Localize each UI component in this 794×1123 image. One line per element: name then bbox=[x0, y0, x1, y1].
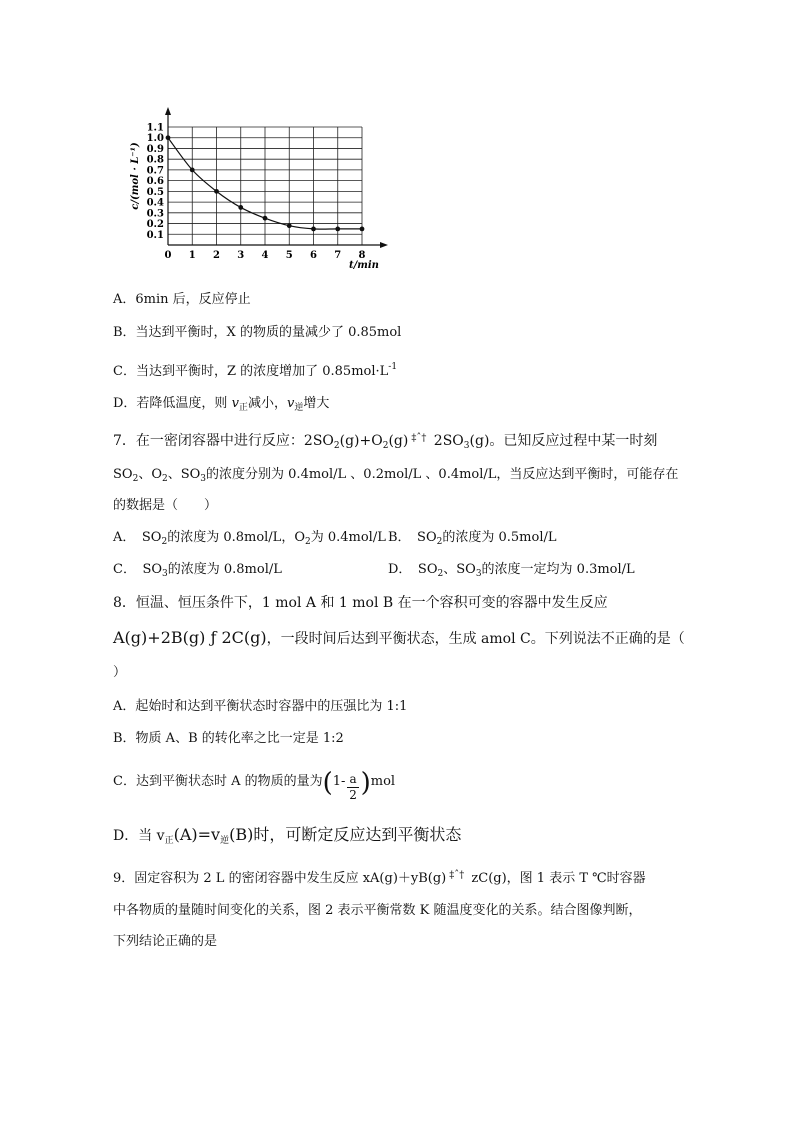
q7-a-c: 为 0.4mol/L bbox=[310, 530, 386, 545]
right-paren: ) bbox=[360, 768, 371, 798]
q6-d-end: 增大 bbox=[303, 396, 330, 411]
q7-l2b: 、O bbox=[138, 467, 162, 482]
q8-d-s1: 正 bbox=[164, 836, 174, 846]
q7-l2s1: 2 bbox=[132, 474, 139, 484]
q7-c-a: C． SO bbox=[113, 562, 163, 577]
q6-c-text: C．当达到平衡时，Z 的浓度增加了 0.85mol·L bbox=[113, 364, 389, 379]
data-point bbox=[263, 216, 268, 221]
left-paren: ( bbox=[322, 768, 333, 798]
data-point bbox=[360, 227, 365, 232]
y-tick-label: 1.0 bbox=[146, 133, 164, 145]
chart-axes bbox=[165, 107, 388, 248]
q9-l1a: 9．固定容积为 2 L 的密闭容器中发生反应 xA(g)＋yB(g) bbox=[113, 871, 447, 886]
q6-option-d bbox=[113, 395, 329, 417]
concentration-time-chart bbox=[0, 0, 794, 300]
q8-close-paren: ） bbox=[113, 665, 127, 680]
x-tick-label: 0 bbox=[164, 250, 172, 261]
q7-sub2: 2 bbox=[382, 441, 389, 451]
q7-line2 bbox=[113, 466, 678, 488]
q8-c-pre: C．达到平衡状态时 A 的物质的量为 bbox=[113, 774, 323, 789]
q7-l2d: 的浓度分别为 0.4mol/L 、0.2mol/L 、0.4mol/L，当反应达到平衡时，可能存在 bbox=[206, 467, 679, 482]
q6-option-c bbox=[113, 358, 397, 381]
q8-equation: A(g)+2B(g) ƒ 2C(g) bbox=[113, 628, 267, 647]
q7-b-s: 2 bbox=[436, 537, 443, 547]
q7-a-s2: 2 bbox=[304, 537, 311, 547]
q6-d-pre: D．若降低温度，则 bbox=[113, 396, 232, 411]
q7-l2c: 、SO bbox=[167, 467, 201, 482]
y-tick-label: 1.1 bbox=[146, 122, 164, 134]
chart-grid bbox=[168, 127, 362, 245]
x-axis-label: t/min bbox=[349, 260, 379, 271]
x-tick-label: 8 bbox=[358, 250, 366, 261]
q7-l2a: SO bbox=[113, 467, 133, 482]
fraction-numerator: a bbox=[349, 772, 357, 786]
x-tick-label: 6 bbox=[310, 250, 317, 261]
q7-d-s1: 2 bbox=[437, 569, 444, 579]
q8-d-end: (B)时，可断定反应达到平衡状态 bbox=[229, 825, 462, 844]
q7-sub3: 3 bbox=[463, 441, 470, 451]
q8-c-unit: mol bbox=[370, 774, 396, 789]
y-tick-label: 0.6 bbox=[146, 176, 164, 188]
q8-stem: 8．恒温、恒压条件下，1 mol A 和 1 mol B 在一个容积可变的容器中发生反应 bbox=[113, 595, 608, 611]
q6-option-a: A．6min 后，反应停止 bbox=[113, 292, 251, 307]
q7-b-b: 的浓度为 0.5mol/L bbox=[442, 530, 557, 545]
q8-d-pre: D．当 v bbox=[113, 828, 165, 844]
q9-line2: 中各物质的量随时间变化的关系，图 2 表示平衡常数 K 随温度变化的关系。结合图像判断， bbox=[113, 903, 642, 918]
q7-stem-a: 7．在一密闭容器中进行反应：2SO bbox=[113, 433, 334, 449]
q7-line3: 的数据是（ ） bbox=[113, 498, 218, 513]
q7-l2s3: 3 bbox=[200, 474, 207, 484]
q6-d-v1: v bbox=[231, 396, 239, 411]
y-axis-label: c/(mol · L⁻¹) bbox=[130, 142, 141, 210]
q7-stem bbox=[113, 430, 657, 455]
x-tick-label: 4 bbox=[261, 250, 269, 261]
q7-c-s: 3 bbox=[162, 569, 168, 579]
q8-option-d bbox=[113, 826, 461, 850]
data-point bbox=[335, 227, 340, 232]
y-tick-label: 0.7 bbox=[146, 165, 164, 177]
q8-option-a: A．起始时和达到平衡状态时容器中的压强比为 1:1 bbox=[113, 699, 408, 714]
x-tick-label: 2 bbox=[213, 250, 220, 261]
x-tick-label: 3 bbox=[237, 250, 245, 261]
q7-option-c bbox=[113, 561, 282, 583]
data-point bbox=[166, 135, 171, 140]
q6-option-b: B．当达到平衡时，X 的物质的量减少了 0.85mol bbox=[113, 325, 402, 340]
q7-a-s1: 2 bbox=[161, 537, 168, 547]
y-tick-label: 0.8 bbox=[146, 154, 164, 166]
q7-c-b: 的浓度为 0.8mol/L bbox=[167, 562, 282, 577]
q7-b-a: B． SO bbox=[388, 530, 437, 545]
x-tick-label: 1 bbox=[188, 250, 196, 261]
q7-stem-b: (g)+O bbox=[339, 433, 383, 449]
q9-l1b: zC(g)，图 1 表示 T ℃时容器 bbox=[467, 871, 646, 886]
q9-line3: 下列结论正确的是 bbox=[113, 934, 218, 949]
q7-d-s2: 3 bbox=[475, 569, 482, 579]
q8-stem2-text: ，一段时间后达到平衡状态，生成 amol C。下列说法不正确的是（ bbox=[266, 631, 685, 647]
q8-option-b: B．物质 A、B 的转化率之比一定是 1:2 bbox=[113, 731, 344, 746]
data-point bbox=[190, 168, 195, 173]
q7-stem-e: (g)。已知反应过程中某一时刻 bbox=[469, 433, 658, 449]
y-tick-label: 0.4 bbox=[146, 197, 164, 209]
x-tick-label: 5 bbox=[285, 250, 293, 261]
q7-a-a: A． SO bbox=[113, 530, 162, 545]
y-tick-label: 0.5 bbox=[146, 186, 164, 198]
fraction-denominator: 2 bbox=[349, 788, 357, 802]
y-tick-label: 0.1 bbox=[146, 229, 164, 241]
q7-option-d bbox=[388, 561, 635, 583]
x-tick-label: 7 bbox=[334, 250, 342, 261]
equilibrium-arrow-icon: ‡ˆ† bbox=[411, 433, 427, 444]
y-tick-label: 0.2 bbox=[146, 219, 164, 231]
q8-stem2 bbox=[113, 629, 685, 648]
x-axis-arrow-icon bbox=[380, 242, 388, 248]
q6-d-sub1: 正 bbox=[238, 403, 248, 413]
q7-stem-d: 2SO bbox=[429, 433, 464, 449]
q7-d-a: D． SO bbox=[388, 562, 438, 577]
q7-option-b bbox=[388, 529, 557, 551]
q6-c-sup: -1 bbox=[388, 362, 398, 372]
y-axis-arrow-icon bbox=[165, 107, 171, 115]
q6-d-sub2: 逆 bbox=[294, 403, 304, 413]
q8-d-mid: (A)=v bbox=[173, 825, 221, 844]
fraction bbox=[347, 772, 358, 803]
data-point bbox=[311, 227, 316, 232]
q8-option-c bbox=[113, 768, 396, 803]
q7-option-a bbox=[113, 529, 386, 551]
q9-line1 bbox=[113, 867, 646, 888]
y-tick-label: 0.9 bbox=[146, 143, 164, 155]
q7-l2s2: 2 bbox=[161, 474, 168, 484]
q7-sub1: 2 bbox=[333, 441, 340, 451]
equilibrium-arrow-icon: ‡ˆ† bbox=[449, 870, 465, 881]
y-tick-label: 0.3 bbox=[146, 208, 164, 220]
q6-d-mid: 减小， bbox=[247, 396, 287, 411]
q7-stem-c: (g) bbox=[388, 433, 409, 449]
data-point bbox=[238, 205, 243, 210]
data-point bbox=[287, 223, 292, 228]
q6-d-v2: v bbox=[286, 396, 295, 411]
q7-a-b: 的浓度为 0.8mol/L，O bbox=[167, 530, 305, 545]
q8-c-one: 1- bbox=[332, 774, 346, 789]
data-point bbox=[214, 189, 219, 194]
q7-d-c: 的浓度一定均为 0.3mol/L bbox=[481, 562, 635, 577]
q8-d-s2: 逆 bbox=[220, 836, 230, 846]
q7-d-b: 、SO bbox=[443, 562, 476, 577]
